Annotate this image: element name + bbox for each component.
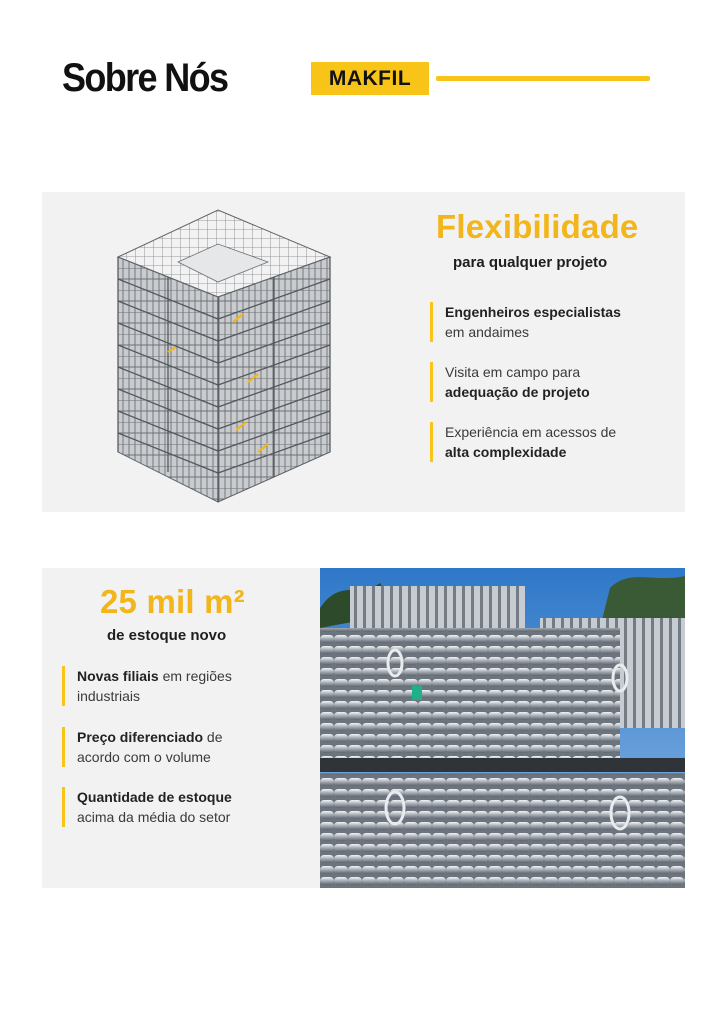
item-text: de (203, 729, 223, 745)
item-text: Experiência em acessos de (445, 424, 617, 440)
flexibility-heading: Flexibilidade (436, 208, 639, 245)
item-text: industriais (77, 688, 141, 704)
item-text: acima da média do setor (77, 809, 231, 825)
list-item (62, 666, 232, 706)
list-item (430, 302, 621, 342)
scaffold-stock-photo (320, 568, 685, 888)
item-text: Visita em campo para (445, 364, 581, 380)
list-item (430, 422, 616, 462)
stock-subheading: de estoque novo (107, 627, 227, 644)
makfil-logo (311, 62, 429, 95)
list-item (62, 727, 223, 767)
list-item (62, 787, 232, 827)
item-bold: Quantidade de estoque (77, 789, 232, 805)
item-bold: Novas filiais (77, 668, 159, 684)
logo-text: MAKFIL (328, 66, 412, 90)
item-bold: Preço diferenciado (77, 729, 204, 745)
item-bold: Engenheiros especialistas (445, 304, 621, 320)
item-bold: alta complexidade (445, 444, 567, 460)
item-bold: adequação de projeto (445, 384, 590, 400)
item-text: em regiões (158, 668, 232, 684)
header-accent-line (436, 76, 650, 81)
page-title: Sobre Nós (62, 56, 228, 100)
scaffold-tower-illustration (108, 202, 338, 507)
item-text: em andaimes (445, 324, 530, 340)
stock-heading: 25 mil m² (100, 583, 245, 620)
list-item (430, 362, 590, 402)
item-text: acordo com o volume (77, 749, 211, 765)
flexibility-subheading: para qualquer projeto (453, 254, 608, 271)
